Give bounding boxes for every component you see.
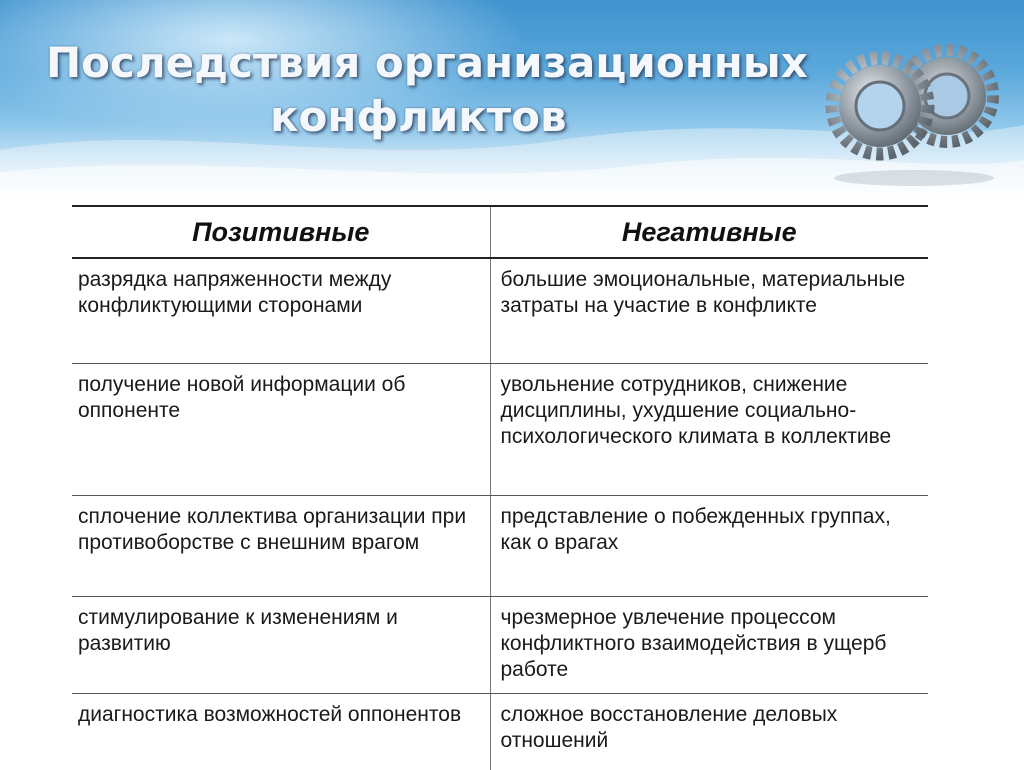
cell-negative: увольнение сотрудников, снижение дисциплины, ухудшение социально-психологического климата в коллективе	[490, 364, 928, 496]
table-row	[72, 496, 928, 597]
cell-positive: стимулирование к изменениям и развитию	[72, 597, 490, 694]
slide-title-line2: конфликтов	[0, 90, 820, 144]
cell-negative: представление о побежденных группах, как о врагах	[490, 496, 928, 597]
consequences-table-container	[72, 205, 928, 770]
gears-icon	[822, 38, 1002, 188]
table-row	[72, 364, 928, 496]
slide-title	[0, 36, 820, 144]
cell-negative: большие эмоциональные, материальные затраты на участие в конфликте	[490, 258, 928, 364]
header-positive: Позитивные	[72, 206, 490, 258]
slide-title-line1: Последствия организационных	[0, 36, 820, 90]
header-negative: Негативные	[490, 206, 928, 258]
table-header-row	[72, 206, 928, 258]
cell-positive: сплочение коллектива организации при противоборстве с внешним врагом	[72, 496, 490, 597]
cell-positive: разрядка напряженности между конфликтующими сторонами	[72, 258, 490, 364]
table-row	[72, 258, 928, 364]
header-banner	[0, 0, 1024, 200]
cell-negative: чрезмерное увлечение процессом конфликтного взаимодействия в ущерб работе	[490, 597, 928, 694]
cell-positive: диагностика возможностей оппонентов	[72, 694, 490, 770]
cell-negative: сложное восстановление деловых отношений	[490, 694, 928, 770]
table-row	[72, 694, 928, 770]
cell-positive: получение новой информации об оппоненте	[72, 364, 490, 496]
consequences-table	[72, 205, 928, 770]
table-row	[72, 597, 928, 694]
